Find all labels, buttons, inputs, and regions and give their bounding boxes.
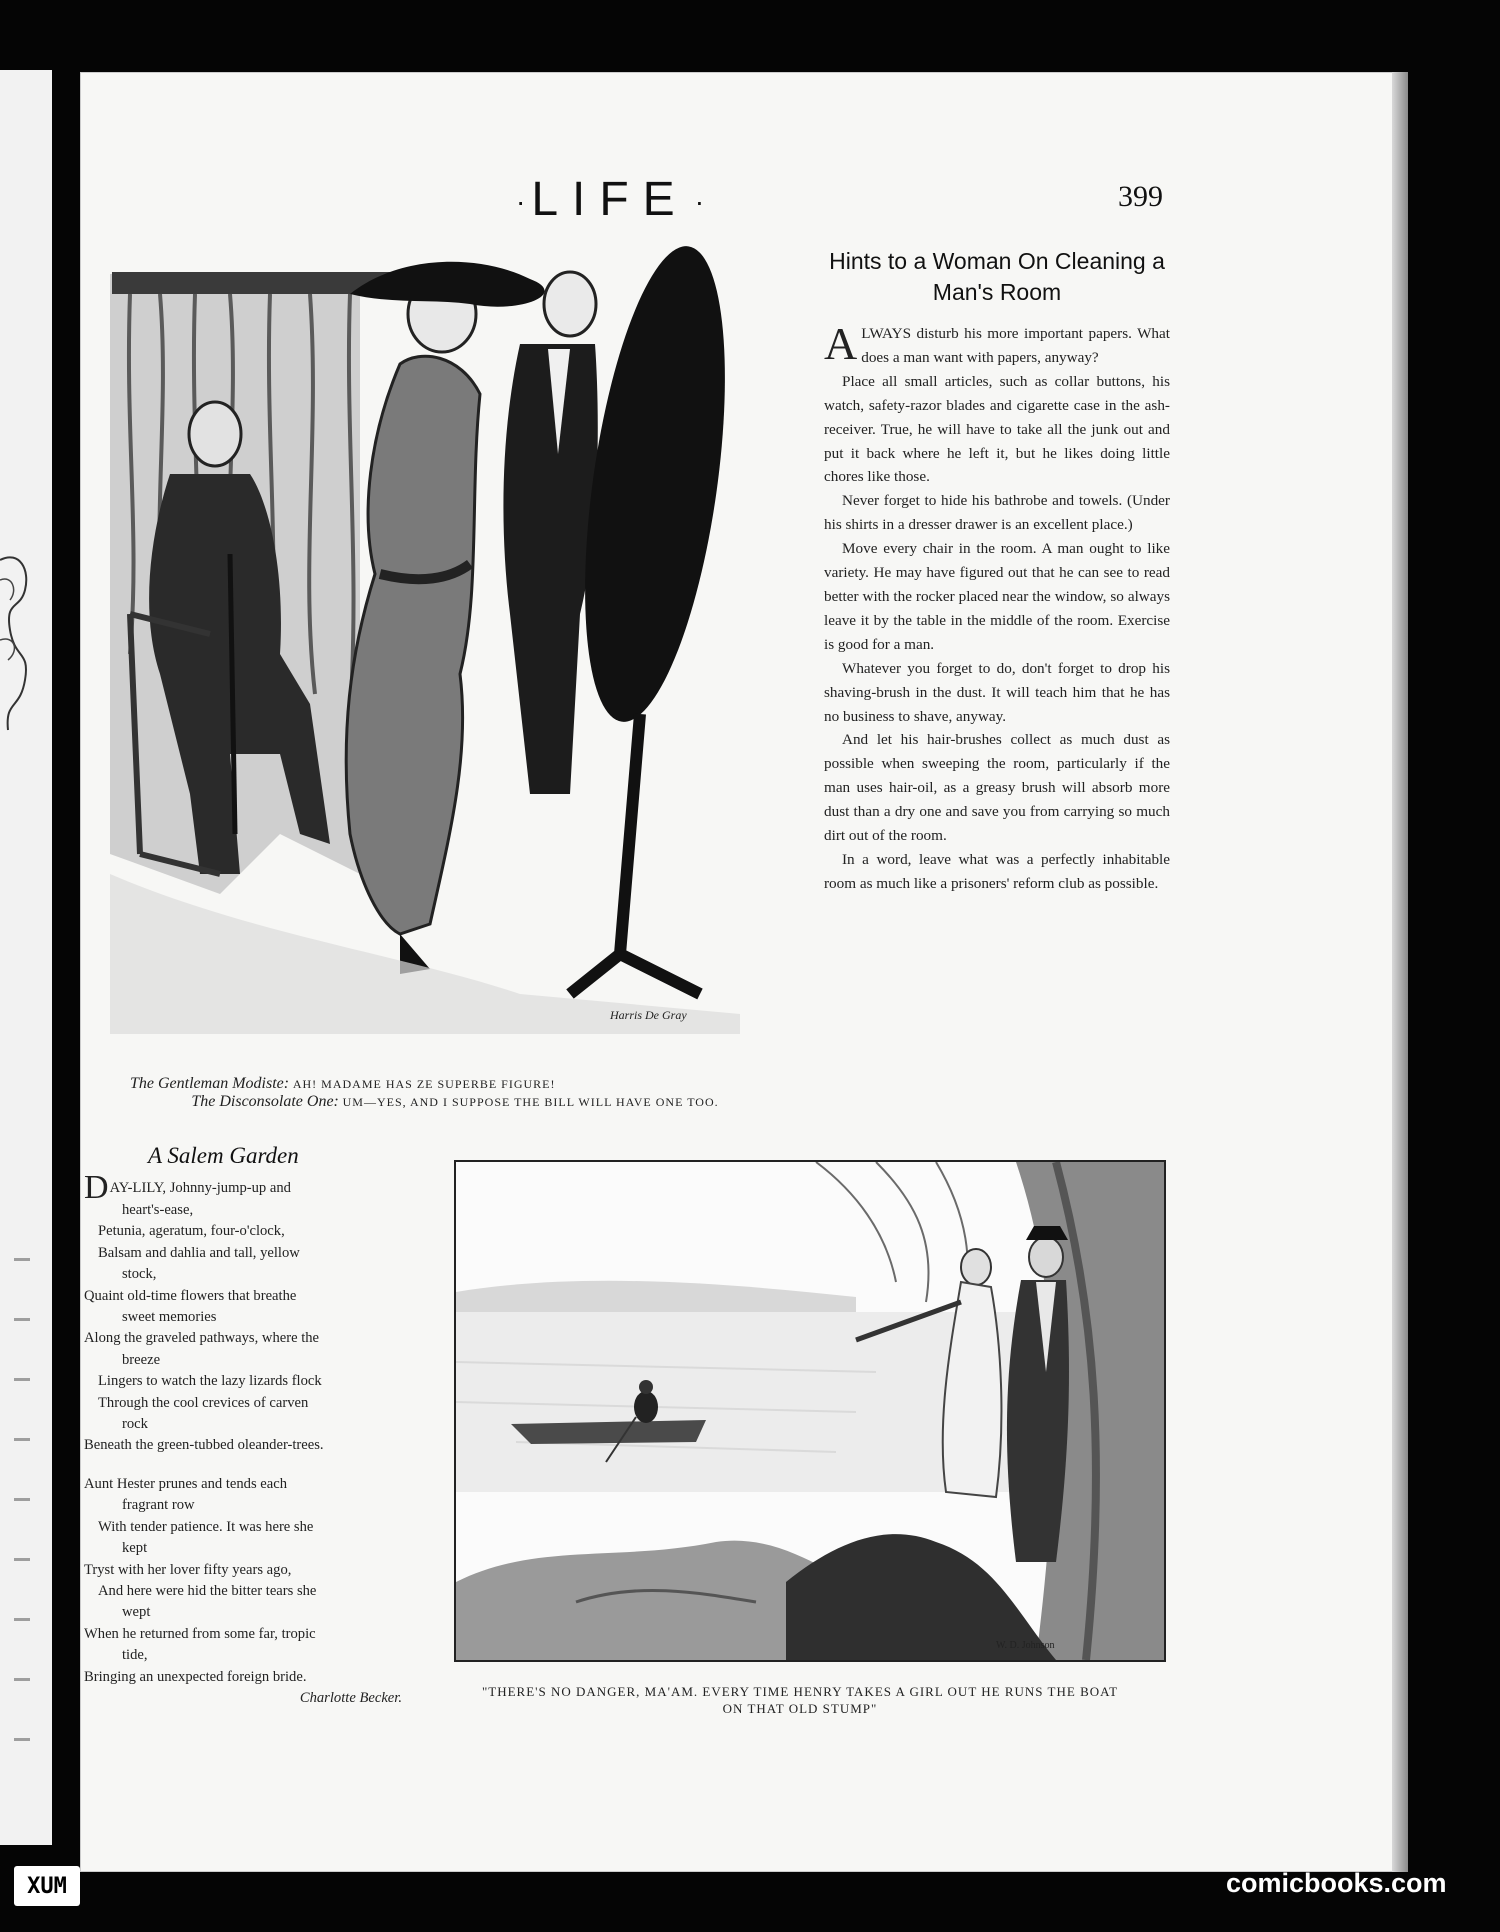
caption-text-1: AH! MADAME HAS ZE SUPERBE FIGURE!	[292, 1077, 556, 1091]
page-number: 399	[1118, 180, 1163, 213]
poem-line: Through the cool crevices of carven	[98, 1394, 309, 1411]
article-paragraph: Place all small articles, such as collar buttons, his watch, safety-razor blades and cigarette case in the ash-receiver. True, he will have to take all the junk out and put it back where he left it, but he likes doing little chores like those.	[824, 372, 1170, 486]
facing-page-text-marks	[14, 1230, 30, 1750]
scan-tag: XUM	[14, 1866, 80, 1906]
poem-line: fragrant row	[122, 1497, 195, 1514]
article-paragraph	[824, 318, 1170, 370]
article-paragraph-text: LWAYS disturb his more important papers. What does a man want with papers, anyway?	[861, 325, 1170, 366]
poem-line: Balsam and dahlia and tall, yellow	[98, 1244, 300, 1261]
poem-title: A Salem Garden	[148, 1143, 299, 1168]
caption-speaker-1: The Gentleman Modiste:	[130, 1075, 290, 1092]
poem-drop-cap: D	[84, 1169, 109, 1206]
article-title: Hints to a Woman On Cleaning a Man's Room	[829, 248, 1165, 305]
poem-line: wept	[122, 1604, 151, 1621]
masthead-dot-left: ·	[516, 186, 526, 218]
poem-line: Aunt Hester prunes and tends each	[84, 1475, 288, 1492]
poem-line: Bringing an unexpected foreign bride.	[84, 1668, 307, 1685]
article-paragraph: In a word, leave what was a perfectly inhabitable room as much like a prisoners' reform club as possible.	[824, 850, 1170, 892]
poem-line: With tender patience. It was here she	[98, 1518, 314, 1535]
poem-salem-garden	[84, 1142, 422, 1708]
facing-page-sketch	[0, 540, 40, 740]
poem-line: stock,	[122, 1266, 157, 1283]
masthead-dot-right: ·	[694, 186, 705, 218]
poem-line: And here were hid the bitter tears she	[98, 1582, 317, 1599]
facing-page-edge	[0, 70, 52, 1845]
stanza-gap	[84, 1457, 422, 1474]
caption-speaker-2: The Disconsolate One:	[191, 1093, 339, 1110]
poem-line: breeze	[122, 1351, 161, 1368]
poem-line: kept	[122, 1540, 148, 1557]
modiste-illustration	[100, 234, 780, 1034]
article-hints	[824, 246, 1170, 896]
boat-illustration-signature: W. D. Johnson	[996, 1640, 1055, 1651]
poem-line: rock	[122, 1416, 148, 1433]
poem-line-text: AY-LILY, Johnny-jump-up and	[109, 1180, 291, 1196]
caption-text-2: UM—YES, AND I SUPPOSE THE BILL WILL HAVE ONE TOO.	[342, 1095, 719, 1109]
poem-line: Quaint old-time flowers that breathe	[84, 1287, 297, 1304]
masthead-title: LIFE	[531, 173, 689, 226]
poem-line: Lingers to watch the lazy lizards flock	[98, 1373, 322, 1390]
masthead	[510, 172, 710, 227]
article-paragraph: Move every chair in the room. A man ought to like variety. He may have figured out that he can see to read better with the rocker placed near the window, so always leave it by the table in the middle of the room. Exercise is good for a man.	[824, 540, 1170, 653]
poem-line: tide,	[122, 1647, 148, 1664]
poem-line	[84, 1169, 422, 1206]
modiste-caption	[130, 1075, 780, 1111]
boat-illustration	[454, 1160, 1166, 1662]
article-paragraph: Whatever you forget to do, don't forget to drop his shaving-brush in the dust. It will teach him that he has no business to shave, anyway.	[824, 659, 1170, 725]
poem-line: Along the graveled pathways, where the	[84, 1330, 320, 1347]
poem-line: Petunia, ageratum, four-o'clock,	[98, 1223, 285, 1240]
poem-line: Tryst with her lover fifty years ago,	[84, 1561, 292, 1578]
page-edge-shadow	[1392, 72, 1408, 1872]
article-paragraph: Never forget to hide his bathrobe and towels. (Under his shirts in a dresser drawer is an excellent place.)	[824, 492, 1170, 534]
watermark: comicbooks.com	[1226, 1868, 1447, 1898]
poem-author: Charlotte Becker.	[299, 1689, 402, 1706]
modiste-illustration-signature: Harris De Gray	[610, 1008, 687, 1022]
article-drop-cap: A	[824, 318, 858, 369]
poem-line: When he returned from some far, tropic	[84, 1625, 316, 1642]
poem-line: sweet memories	[122, 1309, 217, 1326]
article-paragraph: And let his hair-brushes collect as much dust as possible when sweeping the room, particularly if the man uses hair-oil, as a greasy brush will absorb more dust than a dry one and save you from carrying so much dirt out of the room.	[824, 731, 1170, 845]
poem-line: Beneath the green-tubbed oleander-trees.	[84, 1437, 324, 1454]
boat-caption: "THERE'S NO DANGER, MA'AM. EVERY TIME HENRY TAKES A GIRL OUT HE RUNS THE BOAT ON THAT OLD STUMP"	[481, 1684, 1119, 1716]
poem-line: heart's-ease,	[122, 1202, 194, 1218]
